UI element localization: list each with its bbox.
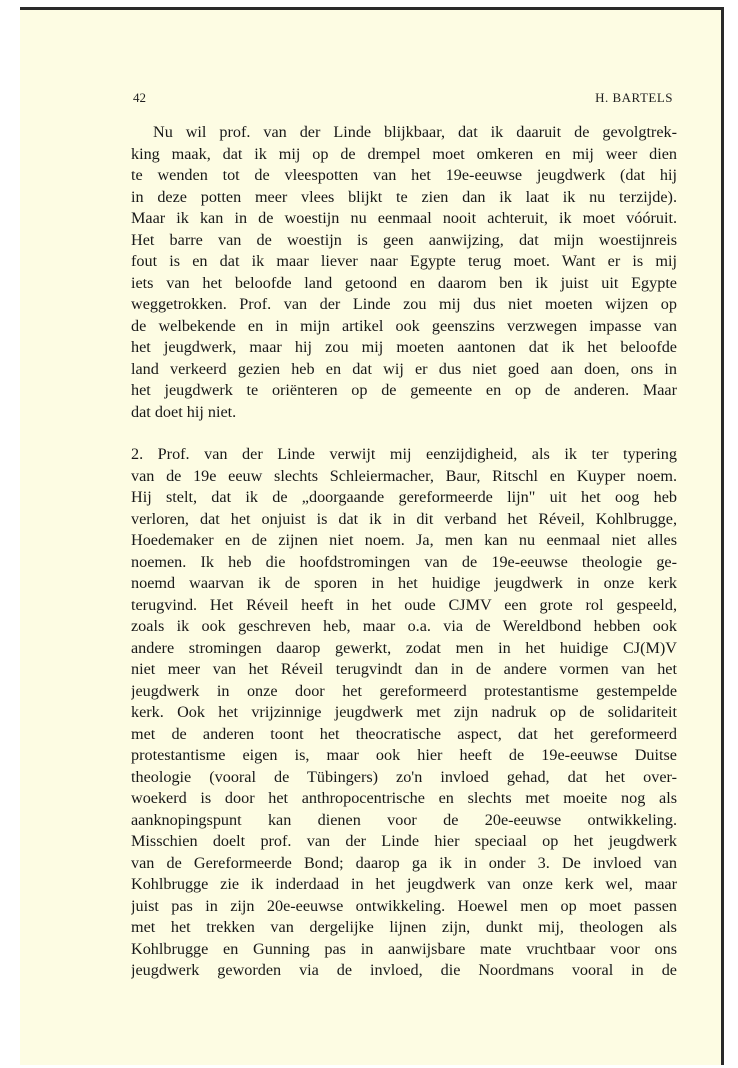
text-line: jeugdwerk in onze door het gereformeerd protestantisme gestempelde — [131, 681, 677, 700]
text-line: Nu wil prof. van der Linde blijkbaar, dat ik daaruit de gevolgtrek- — [153, 123, 677, 141]
text-line: met het trekken van dergelijke lijnen zijn, dunkt mij, theologen als — [131, 918, 677, 936]
text-line: Het barre van de woestijn is geen aanwijzing, dat mijn woestijnreis — [131, 230, 677, 249]
text-line: de welbekende en in mijn artikel ook geenszins verzwegen impasse van — [131, 316, 677, 335]
text-line: het jeugdwerk, maar hij zou mij moeten aantonen dat ik het beloofde — [131, 338, 677, 356]
text-line: aanknopingspunt kan dienen voor de 20e-eeuwse ontwikkeling. — [131, 810, 677, 829]
page-header — [133, 90, 673, 108]
text-line: zoals ik ook geschreven heb, maar o.a. via de Wereldbond hebben ook — [131, 617, 677, 635]
text-line: in deze potten meer vlees blijkt te zien dan ik laat ik nu terzijde). — [131, 187, 677, 206]
text-line: iets van het beloofde land getoond en daarom ben ik juist uit Egypte — [131, 273, 677, 292]
text-line: 2. Prof. van der Linde verwijt mij eenzijdigheid, als ik ter typering — [131, 445, 677, 463]
text-line: Hij stelt, dat ik de „doorgaande gereformeerde lijn" uit het oog heb — [131, 488, 677, 506]
text-line: juist pas in zijn 20e-eeuwse ontwikkeling. Hoewel men op moet passen — [131, 896, 677, 915]
text-line: fout is en dat ik maar liever naar Egypte terug moet. Want er is mij — [131, 252, 677, 270]
text-line: noemd waarvan ik de sporen in het huidige jeugdwerk in onze kerk — [131, 574, 677, 592]
paragraph-2 — [131, 444, 677, 982]
text-line: woekerd is door het anthropocentrische en slechts met moeite nog als — [131, 789, 677, 807]
paragraph-gap — [131, 423, 677, 444]
text-line: van de 19e eeuw slechts Schleiermacher, Baur, Ritschl en Kuyper noem. — [131, 466, 677, 485]
text-line: Kohlbrugge zie ik inderdaad in het jeugdwerk van onze kerk wel, maar — [131, 875, 677, 893]
text-line: jeugdwerk geworden via de invloed, die Noordmans vooral in de — [131, 961, 677, 979]
running-head-author: H. BARTELS — [595, 90, 673, 105]
text-line: te wenden tot de vleespotten van het 19e-eeuwse jeugdwerk (dat hij — [131, 166, 677, 184]
body-text — [131, 122, 677, 982]
text-line: weggetrokken. Prof. van der Linde zou mij dus niet moeten wijzen op — [131, 295, 677, 313]
text-line: verloren, dat het onjuist is dat ik in dit verband het Réveil, Kohlbrugge, — [131, 509, 677, 528]
text-line: Maar ik kan in de woestijn nu eenmaal nooit achteruit, ik moet vóóruit. — [131, 209, 677, 227]
text-line: land verkeerd gezien heb en dat wij er dus niet goed aan doen, ons in — [131, 359, 677, 378]
text-line: Kohlbrugge en Gunning pas in aanwijsbare mate vruchtbaar voor ons — [131, 939, 677, 958]
text-line: theologie (vooral de Tübingers) zo'n invloed gehad, dat het over- — [131, 767, 677, 786]
text-line: terugvind. Het Réveil heeft in het oude CJMV een grote rol gespeeld, — [131, 595, 677, 614]
text-line: andere stromingen daarop gewerkt, zodat men in het huidige CJ(M)V — [131, 638, 677, 657]
document-page — [20, 7, 724, 1065]
text-line: kerk. Ook het vrijzinnige jeugdwerk met zijn nadruk op de solidariteit — [131, 703, 677, 721]
text-line: dat doet hij niet. — [131, 402, 237, 421]
text-line: het jeugdwerk te oriënteren op de gemeente en op de anderen. Maar — [131, 381, 677, 399]
text-line: niet meer van het Réveil terugvindt dan in de andere vormen van het — [131, 660, 677, 678]
paragraph-1 — [131, 122, 677, 423]
text-line: met de anderen toont het theocratische aspect, dat het gereformeerd — [131, 724, 677, 743]
text-line: noemen. Ik heb die hoofdstromingen van de 19e-eeuwse theologie ge- — [131, 552, 677, 571]
text-line: Misschien doelt prof. van der Linde hier speciaal op het jeugdwerk — [131, 832, 677, 850]
text-line: Hoedemaker en de zijnen niet noem. Ja, men kan nu eenmaal niet alles — [131, 531, 677, 549]
text-line: protestantisme eigen is, maar ook hier heeft de 19e-eeuwse Duitse — [131, 746, 677, 764]
text-line: king maak, dat ik mij op de drempel moet omkeren en mij weer dien — [131, 144, 677, 163]
text-line: van de Gereformeerde Bond; daarop ga ik in onder 3. De invloed van — [131, 853, 677, 872]
page-number: 42 — [133, 90, 146, 105]
